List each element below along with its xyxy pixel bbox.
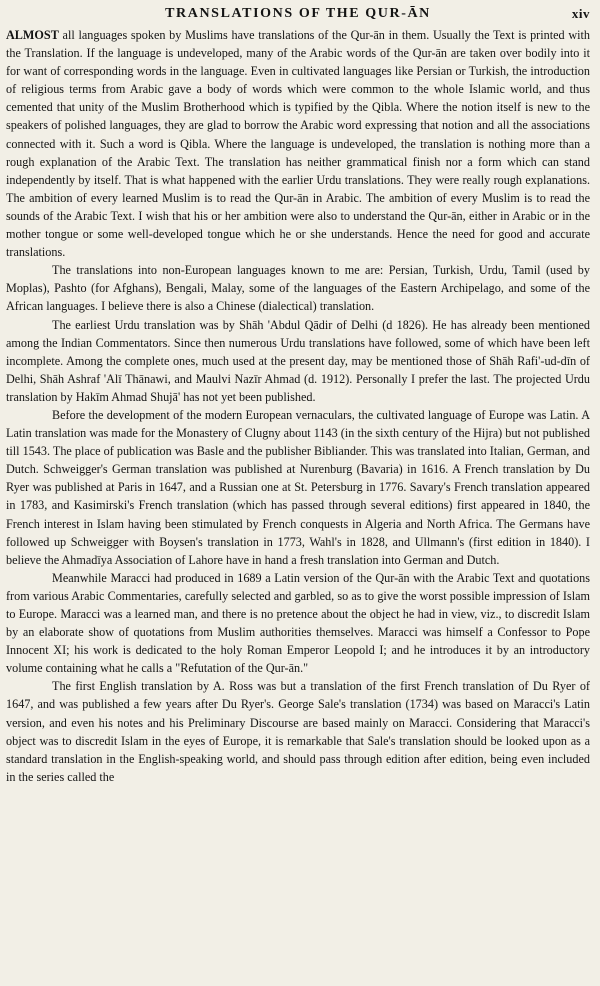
paragraph-4: Before the development of the modern European vernaculars, the cultivated language of Europe was Latin. A Latin translation was made for the Monastery of Clugny about 1143 (in the sixth century of the Hijra) but not published till 1543. The place of publication was Basle and the publisher Bibliander. This was translated into Italian, German, and Dutch. Schweigger's German translation was published at Nurenburg (Bavaria) in 1616. A French translation by Du Ryer was published at Paris in 1647, and a Russian one at St. Petersburg in 1776. Savary's French translation appeared in 1783, and Kasimirski's French translation (which has passed through several editions) first appeared in 1840, the French interest in Islam having been stimulated by French conquests in Algeria and North Africa. The Germans have followed up Schweigger with Boysen's translation in 1773, Wahl's in 1828, and Ullmann's (first edition in 1840). I believe the Ahmadīya Association of Lahore have in hand a fresh translation into German and Dutch. — [6, 407, 590, 567]
paragraph-6: The first English translation by A. Ross was but a translation of the first French translation of Du Ryer of 1647, and was published a few years after Du Ryer's. George Sale's translation (1734) was based on Maracci's Latin version, and even his notes and his Preliminary Discourse are based mainly on Maracci. Considering that Maracci's object was to discredit Islam in the eyes of Europe, it is remarkable that Sale's translation should be looked upon as a standard translation in the English-speaking world, and should pass through edition after edition, being even included in the series called the — [6, 679, 590, 784]
paragraph-5: Meanwhile Maracci had produced in 1689 a Latin version of the Qur-ān with the Arabic Text and quotations from various Arabic Commentaries, carefully selected and garbled, so as to give the worst possible impression of Islam to Europe. Maracci was a learned man, and there is no pretence about the object he had in view, viz., to discredit Islam by an elaborate show of quotations from Muslim authorities themselves. Maracci was himself a Confessor to Pope Innocent XI; his work is dedicated to the holy Roman Emperor Leopold I; and he introduces it by an introductory volume containing what he calls a "Refutation of the Qur-ān." — [6, 570, 590, 676]
paragraph-1 — [6, 26, 590, 261]
running-header — [6, 4, 590, 26]
body-text — [6, 26, 590, 786]
page-number: xiv — [571, 6, 590, 21]
paragraph-text: all languages spoken by Muslims have translations of the Qur-ān in them. Usually the Text is printed with the Translation. If the language is undeveloped, many of the Arabic words of the Qur-ān are taken over bodily into it for want of corresponding words in the language. Even in cultivated languages like Persian or Turkish, the introduction of religious terms from Arabic gave a body of words which were common to the whole Islamic world, and thus cemented that unity of the Muslim Brotherhood which is typified by the Qibla. Where the notion itself is new to the speakers of polished languages, they are glad to borrow the Arabic word expressing that notion and all the associations connected with it. Such a word is Qibla. Where the language is undeveloped, the translation is nothing more than a rough explanation of the Arabic Text. The translation has neither grammatical finish nor a form which can stand independently by itself. That is what happened with the earlier Urdu translations. They were really rough explanations. The ambition of every learned Muslim is to read the Qur-ān in Arabic. The ambition of every Muslim is to read the sounds of the Arabic Text. I wish that his or her ambition were also to understand the Qur-ān, either in Arabic or in the mother tongue or some well-developed tongue which he or she understands. Hence the need for good and accurate translations. — [6, 28, 590, 260]
paragraph-3: The earliest Urdu translation was by Shāh 'Abdul Qādir of Delhi (d 1826). He has already been mentioned among the Indian Commentators. Since then numerous Urdu translations have followed, some of which have been left incomplete. Among the complete ones, much used at the present day, may be mentioned those of Shāh Rafi'-ud-dīn of Delhi, Shāh Ashraf 'Alī Thānawi, and Maulvi Nazīr Ahmad (d. 1912). Personally I prefer the last. The projected Urdu translation by Hakīm Ahmad Shujā' has not yet been published. — [6, 317, 590, 404]
drop-lead-word: ALMOST — [6, 28, 59, 42]
running-title: TRANSLATIONS OF THE QUR-ĀN — [165, 6, 431, 21]
paragraph-2: The translations into non-European languages known to me are: Persian, Turkish, Urdu, Tamil (used by Moplas), Pashto (for Afghans), Bengali, Malay, some of the languages of the Eastern Archipelago, and some of the African languages. I believe there is also a Chinese (dialectical) translation. — [6, 263, 590, 314]
